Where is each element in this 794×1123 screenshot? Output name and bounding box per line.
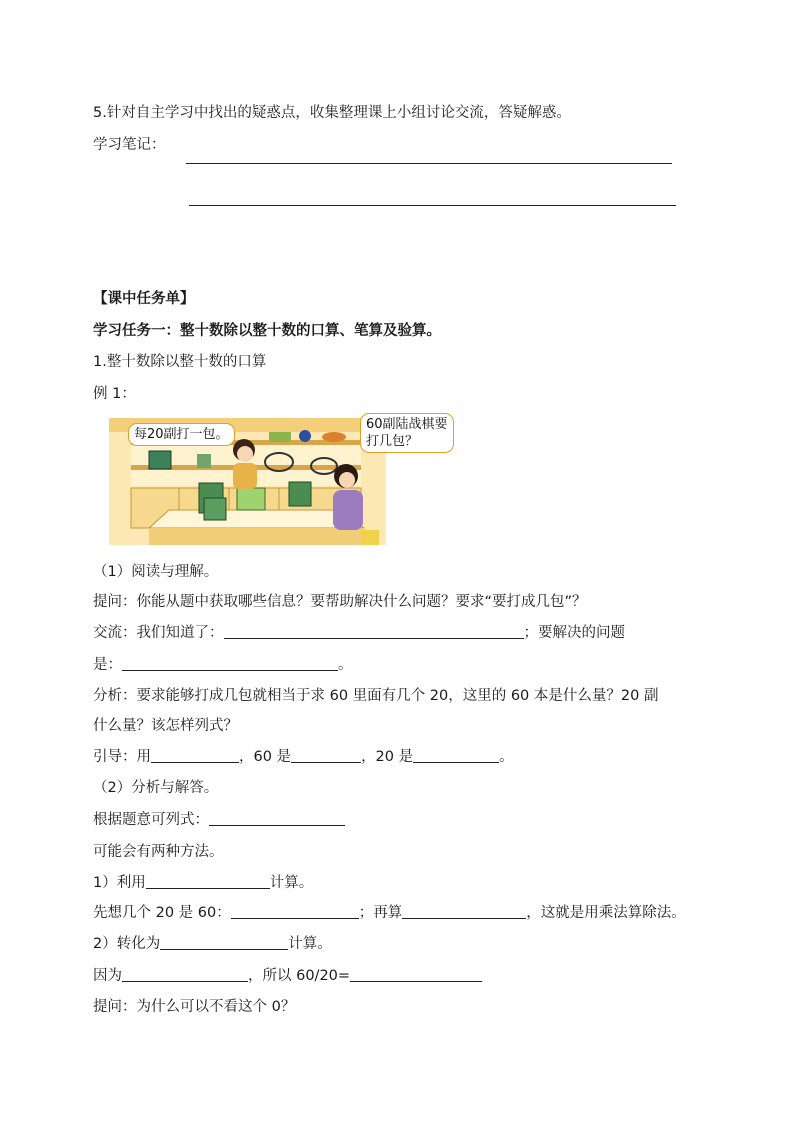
method-2-line	[93, 934, 332, 954]
bubble-right-text-2: 打几包？	[366, 434, 419, 449]
think-blank-2[interactable]	[402, 903, 526, 919]
is-suffix: 。	[338, 657, 353, 673]
guide-end: 。	[499, 749, 514, 765]
method-1-line	[93, 873, 313, 893]
bubble-right-visible	[360, 413, 454, 453]
is-prefix: 是：	[93, 657, 122, 673]
formula-line	[93, 810, 345, 830]
guide-line	[93, 747, 514, 767]
notes-label: 学习笔记：	[93, 137, 166, 153]
two-methods: 可能会有两种方法。	[93, 844, 224, 860]
think-prefix: 先想几个 20 是 60：	[93, 905, 231, 921]
formula-blank[interactable]	[209, 810, 345, 826]
part-1-question: 提问：你能从题中获取哪些信息？要帮助解决什么问题？要求“要打成几包”？	[93, 594, 587, 610]
m1-blank[interactable]	[146, 873, 270, 889]
because-blank-1[interactable]	[122, 966, 248, 982]
m1-prefix: 1）利用	[93, 875, 146, 891]
exchange-line	[93, 623, 625, 643]
notes-line-2	[189, 205, 676, 206]
question-zero: 提问：为什么可以不看这个 0？	[93, 999, 296, 1015]
because-blank-2[interactable]	[350, 966, 482, 982]
because-line	[93, 966, 482, 986]
part-1-heading: （1）阅读与理解。	[93, 564, 219, 580]
analysis-line-2: 什么量？该怎样列式？	[93, 718, 238, 734]
formula-prefix: 根据题意可列式：	[93, 812, 209, 828]
m1-suffix: 计算。	[269, 875, 314, 891]
problem-blank[interactable]	[122, 655, 338, 671]
task-1-title: 学习任务一：整十数除以整十数的口算、笔算及验算。	[93, 323, 441, 339]
guide-mid-1: ，60 是	[239, 749, 292, 765]
exchange-prefix: 交流：我们知道了：	[93, 625, 224, 641]
because-prefix: 因为	[93, 968, 122, 984]
think-suffix: ，这就是用乘法算除法。	[526, 905, 686, 921]
because-mid: ，所以 60/20=	[248, 968, 351, 984]
exchange-suffix: ；要解决的问题	[523, 625, 625, 641]
m2-blank[interactable]	[160, 934, 288, 950]
analysis-line-1: 分析：要求能够打成几包就相当于求 60 里面有几个 20，这里的 60 本是什么量？20 副	[93, 688, 659, 704]
sub-1-title: 1.整十数除以整十数的口算	[93, 354, 267, 370]
m2-prefix: 2）转化为	[93, 936, 161, 952]
guide-blank-1[interactable]	[151, 747, 239, 763]
m2-suffix: 计算。	[288, 936, 332, 952]
guide-blank-3[interactable]	[413, 747, 499, 763]
guide-blank-2[interactable]	[291, 747, 361, 763]
notes-line-1	[186, 163, 672, 164]
bubble-right-text-1: 60副陆战棋要	[366, 417, 448, 432]
section-title: 【课中任务单】	[93, 291, 195, 307]
example-label: 例 1：	[93, 386, 136, 402]
store-illustration	[109, 418, 386, 545]
item-5-text: 5.针对自主学习中找出的疑惑点，收集整理课上小组讨论交流，答疑解惑。	[93, 105, 571, 121]
exchange-blank[interactable]	[224, 623, 524, 639]
part-2-heading: （2）分析与解答。	[93, 780, 219, 796]
guide-mid-2: ，20 是	[361, 749, 414, 765]
think-blank-1[interactable]	[231, 903, 359, 919]
bubble-left: 每20副打一包。	[128, 423, 235, 446]
think-mid: ；再算	[358, 905, 403, 921]
guide-prefix: 引导：用	[93, 749, 151, 765]
think-line	[93, 903, 686, 923]
problem-line	[93, 655, 353, 675]
